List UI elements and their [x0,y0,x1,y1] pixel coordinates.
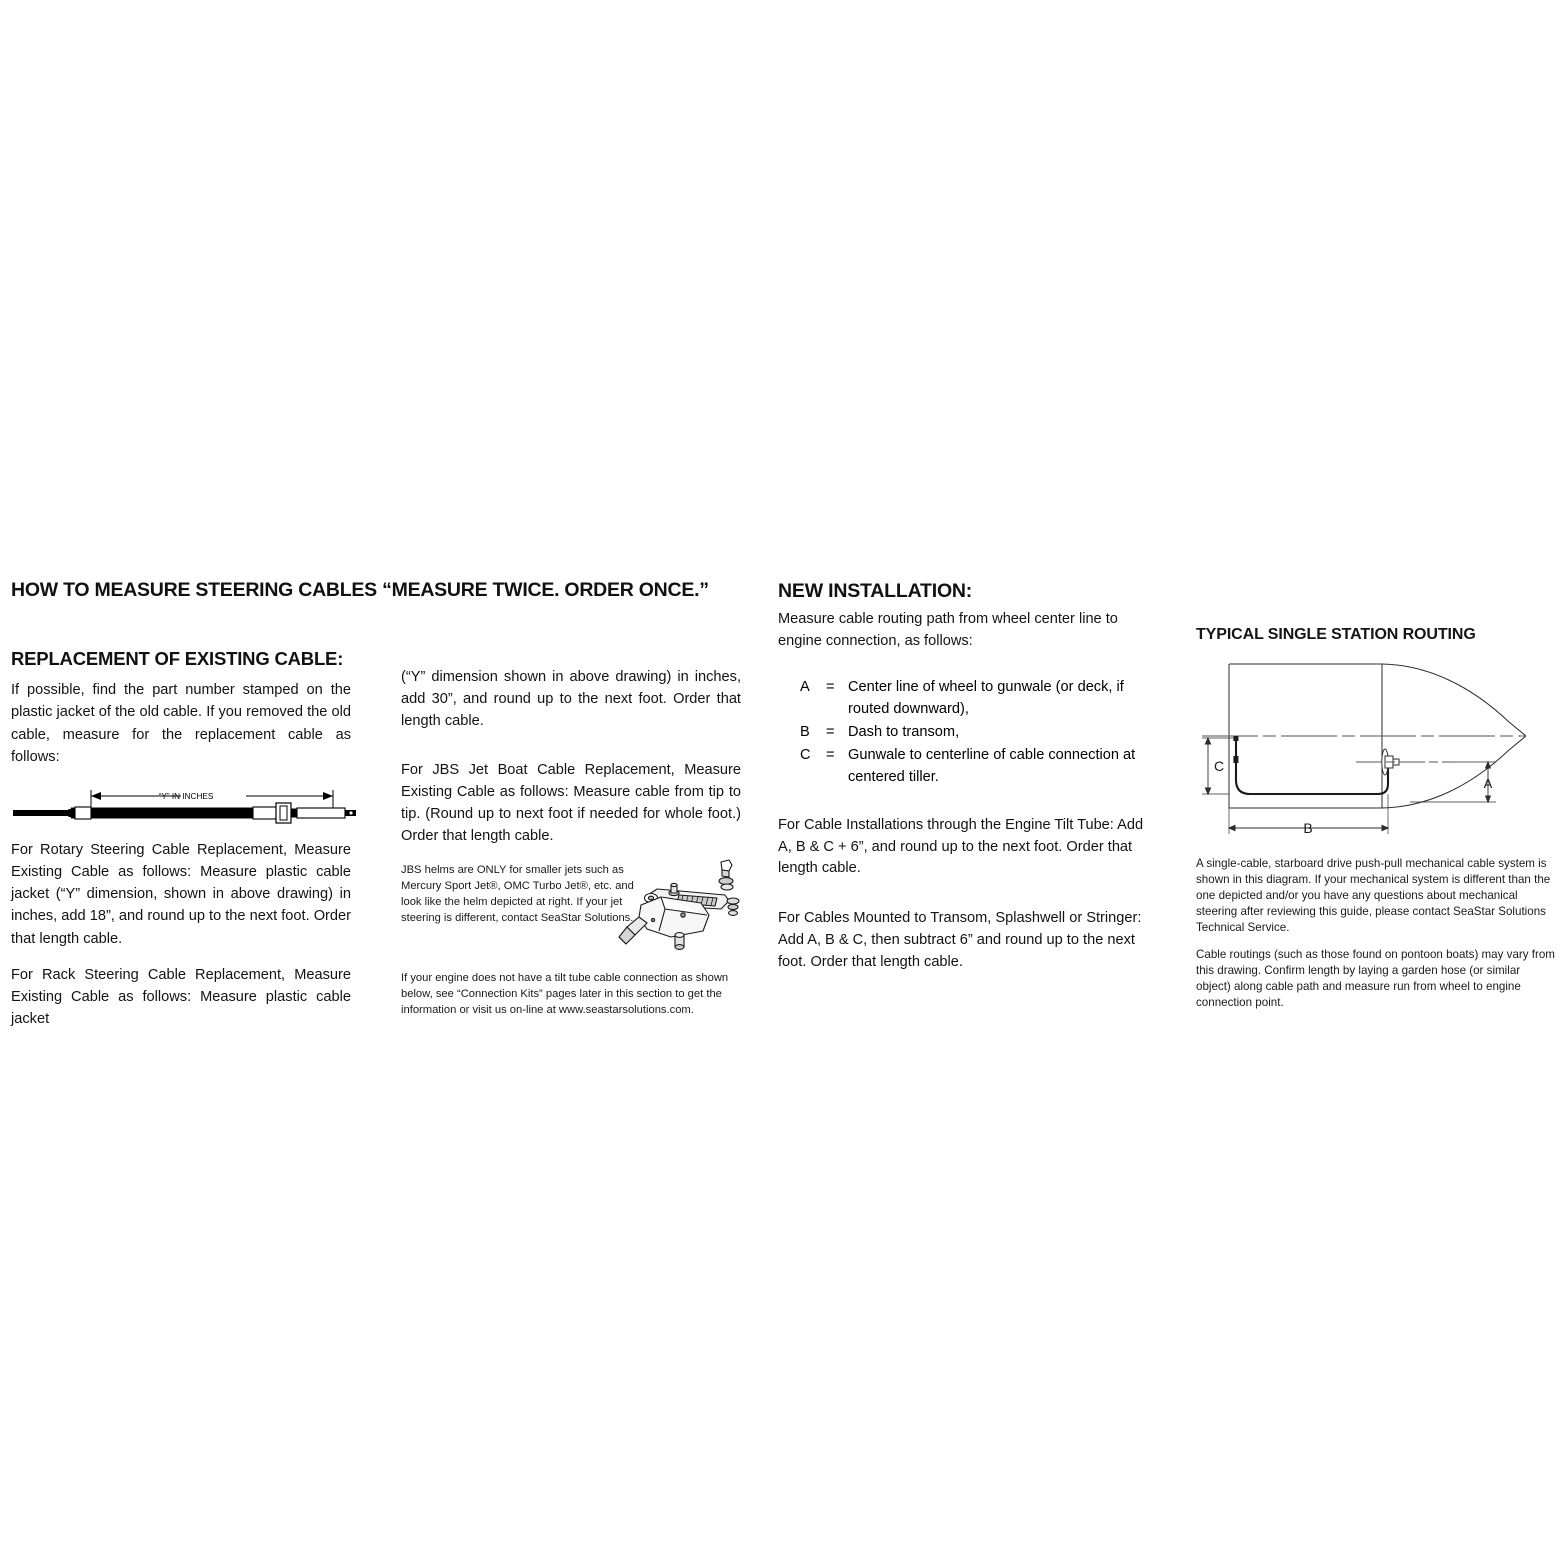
paragraph-jbs-jet-boat: For JBS Jet Boat Cable Replacement, Measure Existing Cable as follows: Measure cable from tip to tip. (Round up to next foot if needed for whole foot.) Order that length cable. [401,761,741,845]
measurement-text: Center line of wheel to gunwale (or deck, if routed downward), [848,679,1124,718]
measurement-text: Dash to transom, [848,723,960,740]
measurement-letter: B [800,723,810,740]
paragraph-rack-continued: (“Y” dimension shown in above drawing) in inches, add 30”, and round up to the next foot. Order that length cable. [401,669,741,730]
section-heading-new-installation: NEW INSTALLATION: [778,580,973,602]
jbs-helm-note-block [401,863,741,955]
steering-cable-svg [11,782,359,830]
column-replacement-of-existing-cable [11,648,351,1030]
column-replacement-continued [401,666,741,1031]
paragraph-rack-replacement: For Rack Steering Cable Replacement, Measure Existing Cable as follows: Measure plastic cable jacket [11,966,351,1028]
measurement-equals: = [826,679,835,696]
dimension-label-a: A [1483,776,1493,791]
paragraph-rotary-replacement: For Rotary Steering Cable Replacement, Measure Existing Cable as follows: Measure plastic cable jacket (“Y” dimension, shown in above drawing) in inches, add 18”, and round up to the next foot. Order that length cable. [11,841,351,947]
paragraph-intro: If possible, find the part number stamped on the plastic jacket of the old cable. If you removed the old cable, measure for the replacement cable as follows: [11,682,351,765]
measurement-letter: C [800,746,811,763]
measurement-item-a [778,677,1148,721]
page-title: HOW TO MEASURE STEERING CABLES “MEASURE TWICE. ORDER ONCE.” [11,579,709,601]
cable-dimension-label: “Y” IN INCHES [158,791,214,801]
paragraph-routing-note-2: Cable routings (such as those found on pontoon boats) may vary from this drawing. Confirm length by laying a garden hose (or similar object) along cable path and measure run from wheel to engine connection point. [1196,947,1555,1009]
paragraph-engine-tilt-tube: For Cable Installations through the Engine Tilt Tube: Add A, B & C + 6”, and round up to the next foot. Order that length cable. [778,816,1144,877]
measurement-item-c [778,745,1148,789]
boat-routing-svg [1196,652,1558,842]
paragraph-transom-splashwell-stringer: For Cables Mounted to Transom, Splashwell or Stringer: Add A, B & C, then subtract 6” and round up to the next foot. Order that length cable. [778,910,1142,971]
measurement-definition-list [778,677,1148,788]
paragraph-jbs-helm-note: JBS helms are ONLY for smaller jets such as Mercury Sport Jet®, OMC Turbo Jet®, etc. and look like the helm depicted at right. If your jet steering is different, contact SeaStar Solutions. [401,864,634,924]
figure-title-typical-single-station-routing: TYPICAL SINGLE STATION ROUTING [1196,626,1476,643]
typical-single-station-routing-diagram [1196,652,1558,842]
paragraph-routing-note-1: A single-cable, starboard drive push-pull mechanical cable system is shown in this diagram. If your mechanical system is different than the one depicted and/or you have any questions about mechanical steering after reviewing this guide, please contact SeaStar Solutions Technical Service. [1196,857,1551,934]
column-new-installation [778,580,1148,988]
measurement-equals: = [826,723,835,740]
paragraph-tilt-tube-note: If your engine does not have a tilt tube cable connection as shown below, see “Connection Kits” pages later in this section to get the information or visit us on-line at www.seastarsolutions.com. [401,972,729,1017]
jbs-jet-helm-svg [617,857,743,957]
paragraph-new-installation-intro: Measure cable routing path from wheel center line to engine connection, as follows: [778,611,1118,650]
measurement-equals: = [826,746,835,763]
section-heading-replacement: REPLACEMENT OF EXISTING CABLE: [11,648,344,669]
measurement-text: Gunwale to centerline of cable connection at centered tiller. [848,746,1136,785]
dimension-label-c: C [1214,758,1225,774]
dimension-label-b: B [1303,820,1313,836]
column-typical-routing [1196,626,1558,1022]
measurement-item-b [778,722,1148,744]
measurement-letter: A [800,679,810,696]
jbs-jet-helm-illustration [617,857,743,957]
steering-cable-diagram [11,782,359,830]
